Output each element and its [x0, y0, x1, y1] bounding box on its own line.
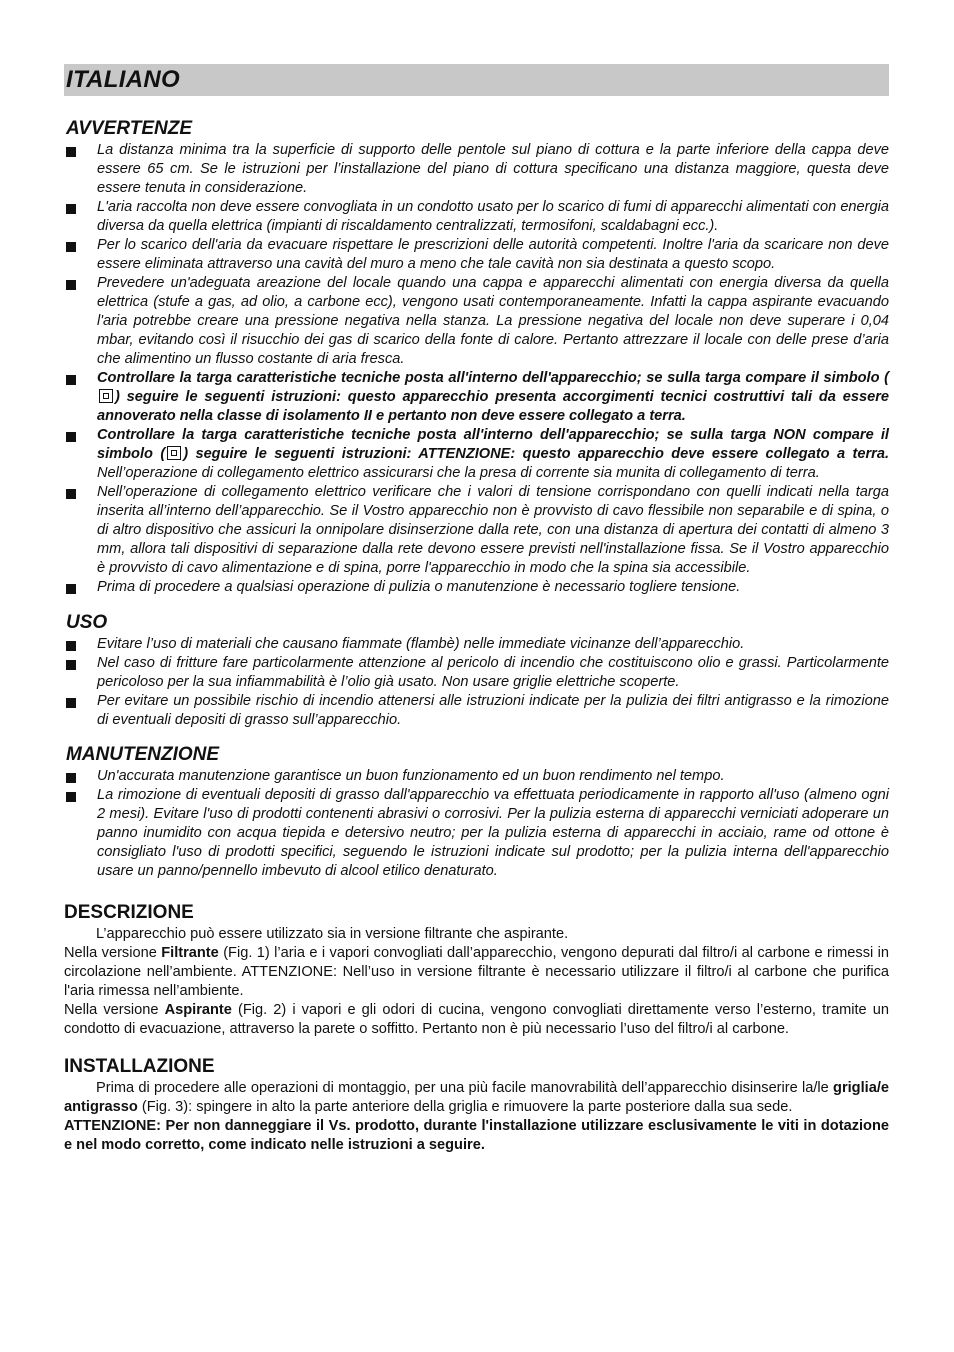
- list-item: Controllare la targa caratteristiche tecniche posta all'interno dell'apparecchio; se sulla targa compare il simbolo () seguire le seguenti istruzioni: questo apparecchio presenta accorgimenti tecnici costruttivi tali da essere annoverato nella classe di isolamento II e pertanto non deve essere collegato a terra.: [64, 369, 889, 426]
- list-item: Prevedere un'adeguata areazione del locale quando una cappa e apparecchi alimentati con energia diversa da quella elettrica (stufe a gas, ad olio, a carbone ecc), vengono usati contemporaneamente. Infatti la cappa aspirante evacuando l'aria potrebbe creare una pressione negativa nella stanza. La pressione negativa del locale non deve superare i 0,04 mbar, evitando così il risucchio dei gas di scarico della fonte di calore. Pertanto attrezzare il locale con delle prese d’aria che alimentino un flusso costante di aria fresca.: [64, 274, 889, 369]
- bullet-square-icon: [66, 242, 76, 252]
- installazione-warning: ATTENZIONE: Per non danneggiare il Vs. prodotto, durante l'installazione utilizzare esclusivamente le viti in dotazione e nel modo corretto, come indicato nelle istruzioni a seguire.: [64, 1118, 889, 1153]
- bullet-square-icon: [66, 432, 76, 442]
- language-header-bar: [64, 64, 889, 96]
- installazione-paragraph-1: Prima di procedere alle operazioni di montaggio, per una più facile manovrabilità dell’apparecchio disinserire la/le griglia/e antigrasso (Fig. 3): spingere in alto la parte anteriore della griglia e rimuovere la parte posteriore dalla sua sede.: [64, 1080, 889, 1115]
- manual-page: [64, 64, 889, 1155]
- section-title-avvertenze: AVVERTENZE: [66, 118, 192, 139]
- section-manutenzione: [64, 743, 889, 881]
- avvertenze-list: [64, 141, 889, 597]
- bullet-square-icon: [66, 773, 76, 783]
- descrizione-paragraph-3: Nella versione Aspirante (Fig. 2) i vapori e gli odori di cucina, vengono convogliati direttamente verso l’esterno, tramite un condotto di evacuazione, attraverso la parete o soffitto. Pertanto non è più necessario l’uso del filtro/i al carbone.: [64, 1002, 889, 1037]
- list-item: L'aria raccolta non deve essere convogliata in un condotto usato per lo scarico di fumi di apparecchi alimentati con energia diversa da quella elettrica (impianti di riscaldamento centralizzati, termosifoni, scaldabagni ecc.).: [64, 198, 889, 236]
- section-title-manutenzione: MANUTENZIONE: [66, 744, 220, 765]
- section-installazione: [64, 1055, 889, 1155]
- bullet-square-icon: [66, 375, 76, 385]
- bullet-square-icon: [66, 660, 76, 670]
- list-item: Nell’operazione di collegamento elettrico verificare che i valori di tensione corrispondano con quelli indicati nella targa inserita all’interno dell’apparecchio. Se il Vostro apparecchio non è provvisto di cavo flessibile non separabile e di spina, o di altro dispositivo che assicuri la onnipolare disinserzione dalla rete, con una distanza di apertura dei contatti di almeno 3 mm, allora tali dispositivi di separazione dalla rete devono essere previsti nell'installazione fissa. Se il Vostro apparecchio è provvisto di cavo alimentazione e di spina, porre l'apparecchio in modo che la spina sia accessibile.: [64, 483, 889, 578]
- list-item: Evitare l’uso di materiali che causano fiammate (flambè) nelle immediate vicinanze dell’apparecchio.: [64, 635, 889, 654]
- double-insulation-symbol-icon: [99, 389, 113, 403]
- descrizione-paragraph-2: Nella versione Filtrante (Fig. 1) l’aria e i vapori convogliati dall’apparecchio, vengono depurati dal filtro/i al carbone e rimessi in circolazione nell’ambiente. ATTENZIONE: Nell’uso in versione filtrante è necessario utilizzare il filtro/i al carbone che purifica l'aria rimessa nell’ambiente.: [64, 945, 889, 999]
- bullet-square-icon: [66, 280, 76, 290]
- bullet-square-icon: [66, 698, 76, 708]
- section-title-installazione: INSTALLAZIONE: [64, 1056, 215, 1077]
- bullet-square-icon: [66, 147, 76, 157]
- list-item: Prima di procedere a qualsiasi operazione di pulizia o manutenzione è necessario togliere tensione.: [64, 578, 889, 597]
- double-insulation-symbol-icon: [167, 446, 181, 460]
- manutenzione-list: [64, 767, 889, 881]
- language-title: ITALIANO: [66, 66, 180, 93]
- list-item: Un'accurata manutenzione garantisce un buon funzionamento ed un buon rendimento nel tempo.: [64, 767, 889, 786]
- uso-list: [64, 635, 889, 730]
- section-title-descrizione: DESCRIZIONE: [64, 902, 194, 923]
- list-item: La distanza minima tra la superficie di supporto delle pentole sul piano di cottura e la parte inferiore della cappa deve essere 65 cm. Se le istruzioni per l’installazione del piano di cottura specificano una distanza maggiore, questa deve essere tenuta in considerazione.: [64, 141, 889, 198]
- bullet-square-icon: [66, 204, 76, 214]
- bullet-square-icon: [66, 489, 76, 499]
- bullet-square-icon: [66, 641, 76, 651]
- section-title-uso: USO: [66, 612, 108, 633]
- section-uso: [64, 611, 889, 730]
- section-avvertenze: [64, 117, 889, 597]
- section-descrizione: [64, 901, 889, 1039]
- list-item: Per lo scarico dell'aria da evacuare rispettare le prescrizioni delle autorità competenti. Inoltre l'aria da scaricare non deve essere eliminata attraverso una cavità del muro a meno che tale cavità non sia destinata a questo scopo.: [64, 236, 889, 274]
- descrizione-paragraph-1: L’apparecchio può essere utilizzato sia in versione filtrante che aspirante.: [96, 926, 569, 942]
- bullet-square-icon: [66, 792, 76, 802]
- list-item: La rimozione di eventuali depositi di grasso dall'apparecchio va effettuata periodicamente in rapporto all'uso (almeno ogni 2 mesi). Evitare l'uso di prodotti contenenti abrasivi o corrosivi. Per la pulizia esterna di apparecchi verniciati adoperare un panno inumidito con acqua tiepida e detersivo neutro; per la pulizia esterna di apparecchi in acciaio, rame od ottone è consigliato l'uso di prodotti specifici, seguendo le istruzioni indicate sul prodotto; per la pulizia interna dell'apparecchio usare un panno/pennello imbevuto di alcool etilico denaturato.: [64, 786, 889, 881]
- list-item: Controllare la targa caratteristiche tecniche posta all'interno dell'apparecchio; se sulla targa NON compare il simbolo ( ) seguire le seguenti istruzioni: ATTENZIONE: questo apparecchio deve essere collegato a terra. Nell’operazione di collegamento elettrico assicurarsi che la presa di corrente sia munita di collegamento di terra.: [64, 426, 889, 483]
- list-item: Per evitare un possibile rischio di incendio attenersi alle istruzioni indicate per la pulizia dei filtri antigrasso e la rimozione di eventuali depositi di grasso sull’apparecchio.: [64, 692, 889, 730]
- bullet-square-icon: [66, 584, 76, 594]
- list-item: Nel caso di fritture fare particolarmente attenzione al pericolo di incendio che costituiscono olio e grassi. Particolarmente pericoloso per la sua infiammabilità è l’olio già usato. Non usare griglie elettriche scoperte.: [64, 654, 889, 692]
